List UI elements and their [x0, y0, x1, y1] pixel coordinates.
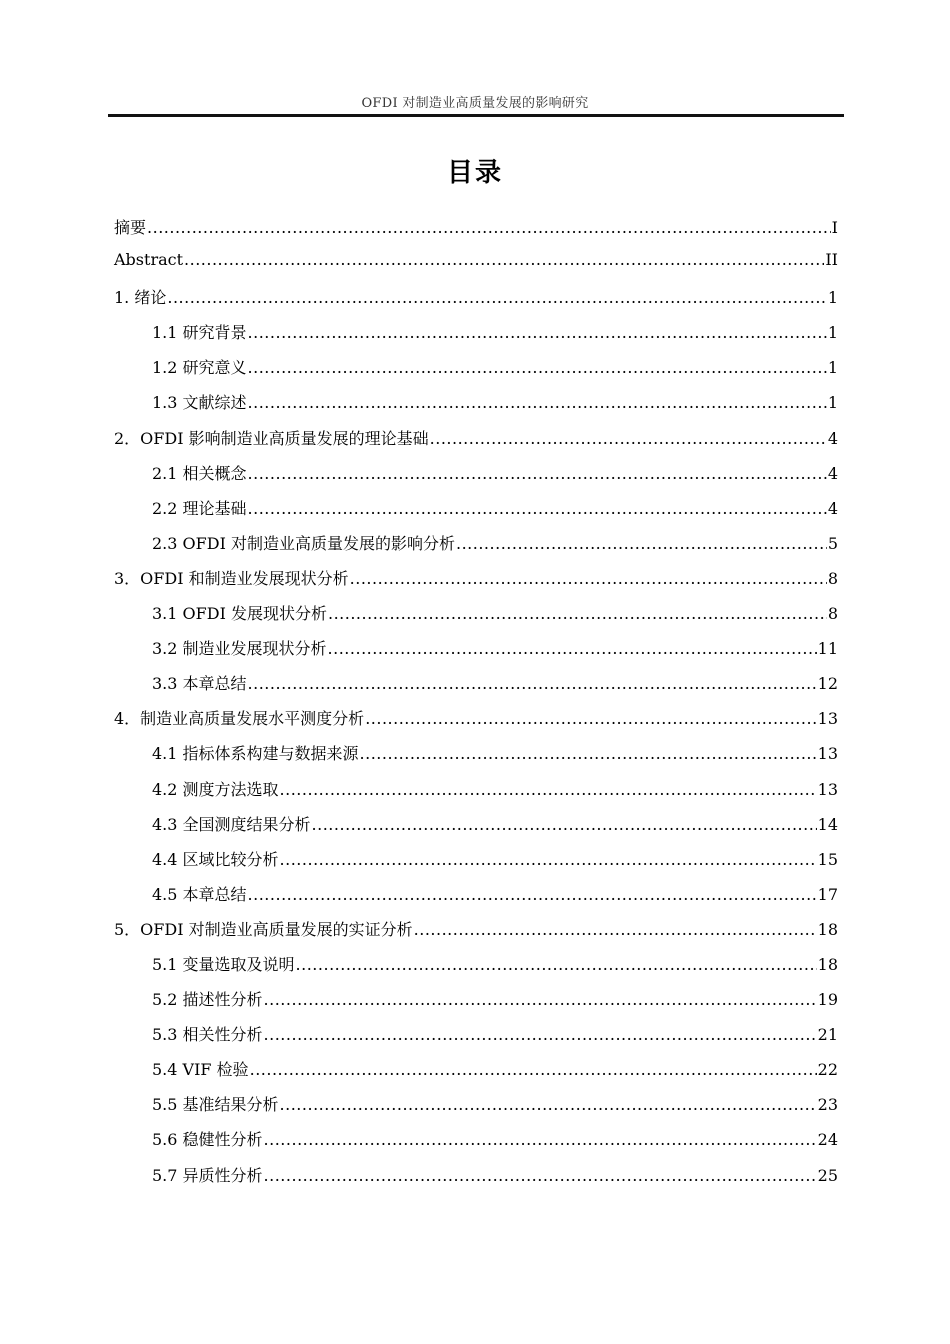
- toc-entry-page-number: 1: [827, 323, 838, 343]
- toc-entry[interactable]: [114, 1022, 838, 1057]
- toc-entry[interactable]: [114, 426, 838, 461]
- toc-entry[interactable]: [114, 1092, 838, 1127]
- toc-entry-label: 5.4 VIF 检验: [152, 1060, 249, 1080]
- toc-entry[interactable]: [114, 1127, 838, 1162]
- dot-leader: [264, 1166, 817, 1185]
- dot-leader: [264, 1025, 817, 1044]
- toc-entry[interactable]: [114, 987, 838, 1022]
- toc-entry-page-number: 18: [817, 919, 838, 939]
- toc-entry-page-number: 19: [817, 990, 838, 1010]
- toc-entry-page-number: 13: [817, 744, 838, 764]
- toc-entry-page-number: 8: [827, 568, 838, 588]
- toc-entry-label: 5.1 变量选取及说明: [152, 954, 295, 974]
- toc-entry-page-number: 17: [817, 884, 838, 904]
- toc-entry-page-number: 4: [827, 463, 838, 483]
- toc-entry-label: 5.7 异质性分析: [152, 1165, 263, 1185]
- dot-leader: [414, 920, 817, 939]
- dot-leader: [456, 534, 827, 553]
- dot-leader: [360, 744, 817, 763]
- toc-entry-label: 5.2 描述性分析: [152, 990, 263, 1010]
- dot-leader: [264, 1130, 817, 1149]
- dot-leader: [167, 288, 826, 307]
- toc-entry-page-number: 12: [817, 674, 838, 694]
- dot-leader: [312, 815, 817, 834]
- toc-entry-label: Abstract: [114, 250, 184, 270]
- toc-entry-page-number: 1: [827, 393, 838, 413]
- toc-entry[interactable]: [114, 496, 838, 531]
- toc-entry-label: 1.1 研究背景: [152, 323, 247, 343]
- page-title: 目录: [446, 158, 503, 188]
- toc-entry-label: 5.3 相关性分析: [152, 1025, 263, 1045]
- dot-leader: [248, 499, 827, 518]
- toc-entry-label: 4.4 区域比较分析: [152, 849, 279, 869]
- dot-leader: [248, 464, 827, 483]
- toc-entry-label: 1. 绪论: [114, 288, 167, 308]
- dot-leader: [250, 1060, 817, 1079]
- toc-entry-page-number: 11: [817, 639, 838, 659]
- toc-entry-page-number: 1: [827, 358, 838, 378]
- toc-entry[interactable]: [114, 215, 838, 250]
- table-of-contents: [114, 215, 838, 1198]
- dot-leader: [248, 885, 817, 904]
- toc-entry[interactable]: [114, 285, 838, 320]
- toc-entry-page-number: 15: [817, 849, 838, 869]
- toc-entry-page-number: 8: [827, 604, 838, 624]
- toc-entry-page-number: 4: [827, 428, 838, 448]
- toc-entry-label: 3.2 制造业发展现状分析: [152, 639, 327, 659]
- toc-entry-page-number: 5: [827, 533, 838, 553]
- toc-entry[interactable]: [114, 706, 838, 741]
- toc-entry[interactable]: [114, 812, 838, 847]
- toc-entry-label: 摘要: [114, 218, 147, 237]
- toc-entry-label: 5.5 基准结果分析: [152, 1095, 279, 1115]
- dot-leader: [365, 709, 816, 728]
- toc-entry-page-number: II: [825, 250, 838, 270]
- toc-entry-label: 4.3 全国测度结果分析: [152, 814, 311, 834]
- toc-entry-page-number: 22: [817, 1060, 838, 1080]
- toc-entry-label: 1.2 研究意义: [152, 358, 247, 378]
- toc-entry-page-number: 13: [817, 779, 838, 799]
- toc-entry-label: 5．OFDI 对制造业高质量发展的实证分析: [114, 919, 413, 939]
- toc-entry[interactable]: [114, 847, 838, 882]
- toc-entry-page-number: I: [831, 218, 838, 237]
- dot-leader: [248, 393, 827, 412]
- toc-entry[interactable]: [114, 390, 838, 425]
- toc-entry[interactable]: [114, 461, 838, 496]
- toc-entry-label: 1.3 文献综述: [152, 393, 247, 413]
- toc-entry[interactable]: [114, 1057, 838, 1092]
- toc-entry[interactable]: [114, 320, 838, 355]
- toc-entry-page-number: 21: [817, 1025, 838, 1045]
- toc-entry-label: 3．OFDI 和制造业发展现状分析: [114, 568, 349, 588]
- toc-entry[interactable]: [114, 952, 838, 987]
- dot-leader: [147, 218, 831, 237]
- dot-leader: [296, 955, 817, 974]
- toc-entry[interactable]: [114, 1163, 838, 1198]
- dot-leader: [264, 990, 817, 1009]
- toc-entry-label: 4.2 测度方法选取: [152, 779, 279, 799]
- dot-leader: [184, 250, 824, 269]
- dot-leader: [328, 604, 827, 623]
- dot-leader: [248, 323, 827, 342]
- toc-entry-label: 2.3 OFDI 对制造业高质量发展的影响分析: [152, 533, 455, 553]
- toc-entry[interactable]: [114, 741, 838, 776]
- dot-leader: [430, 429, 827, 448]
- dot-leader: [280, 780, 817, 799]
- toc-entry[interactable]: [114, 636, 838, 671]
- toc-entry-page-number: 23: [817, 1095, 838, 1115]
- toc-entry[interactable]: [114, 601, 838, 636]
- toc-entry-label: 5.6 稳健性分析: [152, 1130, 263, 1150]
- toc-entry-page-number: 4: [827, 498, 838, 518]
- running-header: OFDI 对制造业高质量发展的影响研究: [361, 96, 589, 111]
- toc-entry[interactable]: [114, 917, 838, 952]
- toc-entry[interactable]: [114, 355, 838, 390]
- toc-entry[interactable]: [114, 882, 838, 917]
- dot-leader: [248, 358, 827, 377]
- toc-entry[interactable]: [114, 531, 838, 566]
- toc-entry-page-number: 24: [817, 1130, 838, 1150]
- toc-entry-label: 4.1 指标体系构建与数据来源: [152, 744, 359, 764]
- dot-leader: [350, 569, 827, 588]
- toc-entry-page-number: 1: [827, 288, 838, 308]
- toc-entry-page-number: 25: [817, 1165, 838, 1185]
- toc-entry-page-number: 14: [817, 814, 838, 834]
- toc-entry[interactable]: [114, 250, 838, 285]
- toc-entry[interactable]: [114, 777, 838, 812]
- toc-entry[interactable]: [114, 671, 838, 706]
- toc-entry-label: 4．制造业高质量发展水平测度分析: [114, 709, 365, 729]
- toc-entry-label: 2．OFDI 影响制造业高质量发展的理论基础: [114, 428, 429, 448]
- toc-entry-label: 2.1 相关概念: [152, 463, 247, 483]
- toc-entry-label: 3.3 本章总结: [152, 674, 247, 694]
- header-rule: [108, 114, 844, 117]
- dot-leader: [328, 639, 817, 658]
- toc-entry-label: 3.1 OFDI 发展现状分析: [152, 604, 327, 624]
- toc-entry-page-number: 18: [817, 954, 838, 974]
- toc-entry-label: 4.5 本章总结: [152, 884, 247, 904]
- dot-leader: [280, 850, 817, 869]
- toc-entry-label: 2.2 理论基础: [152, 498, 247, 518]
- toc-entry-page-number: 13: [817, 709, 838, 729]
- toc-entry[interactable]: [114, 566, 838, 601]
- dot-leader: [280, 1095, 817, 1114]
- dot-leader: [248, 674, 817, 693]
